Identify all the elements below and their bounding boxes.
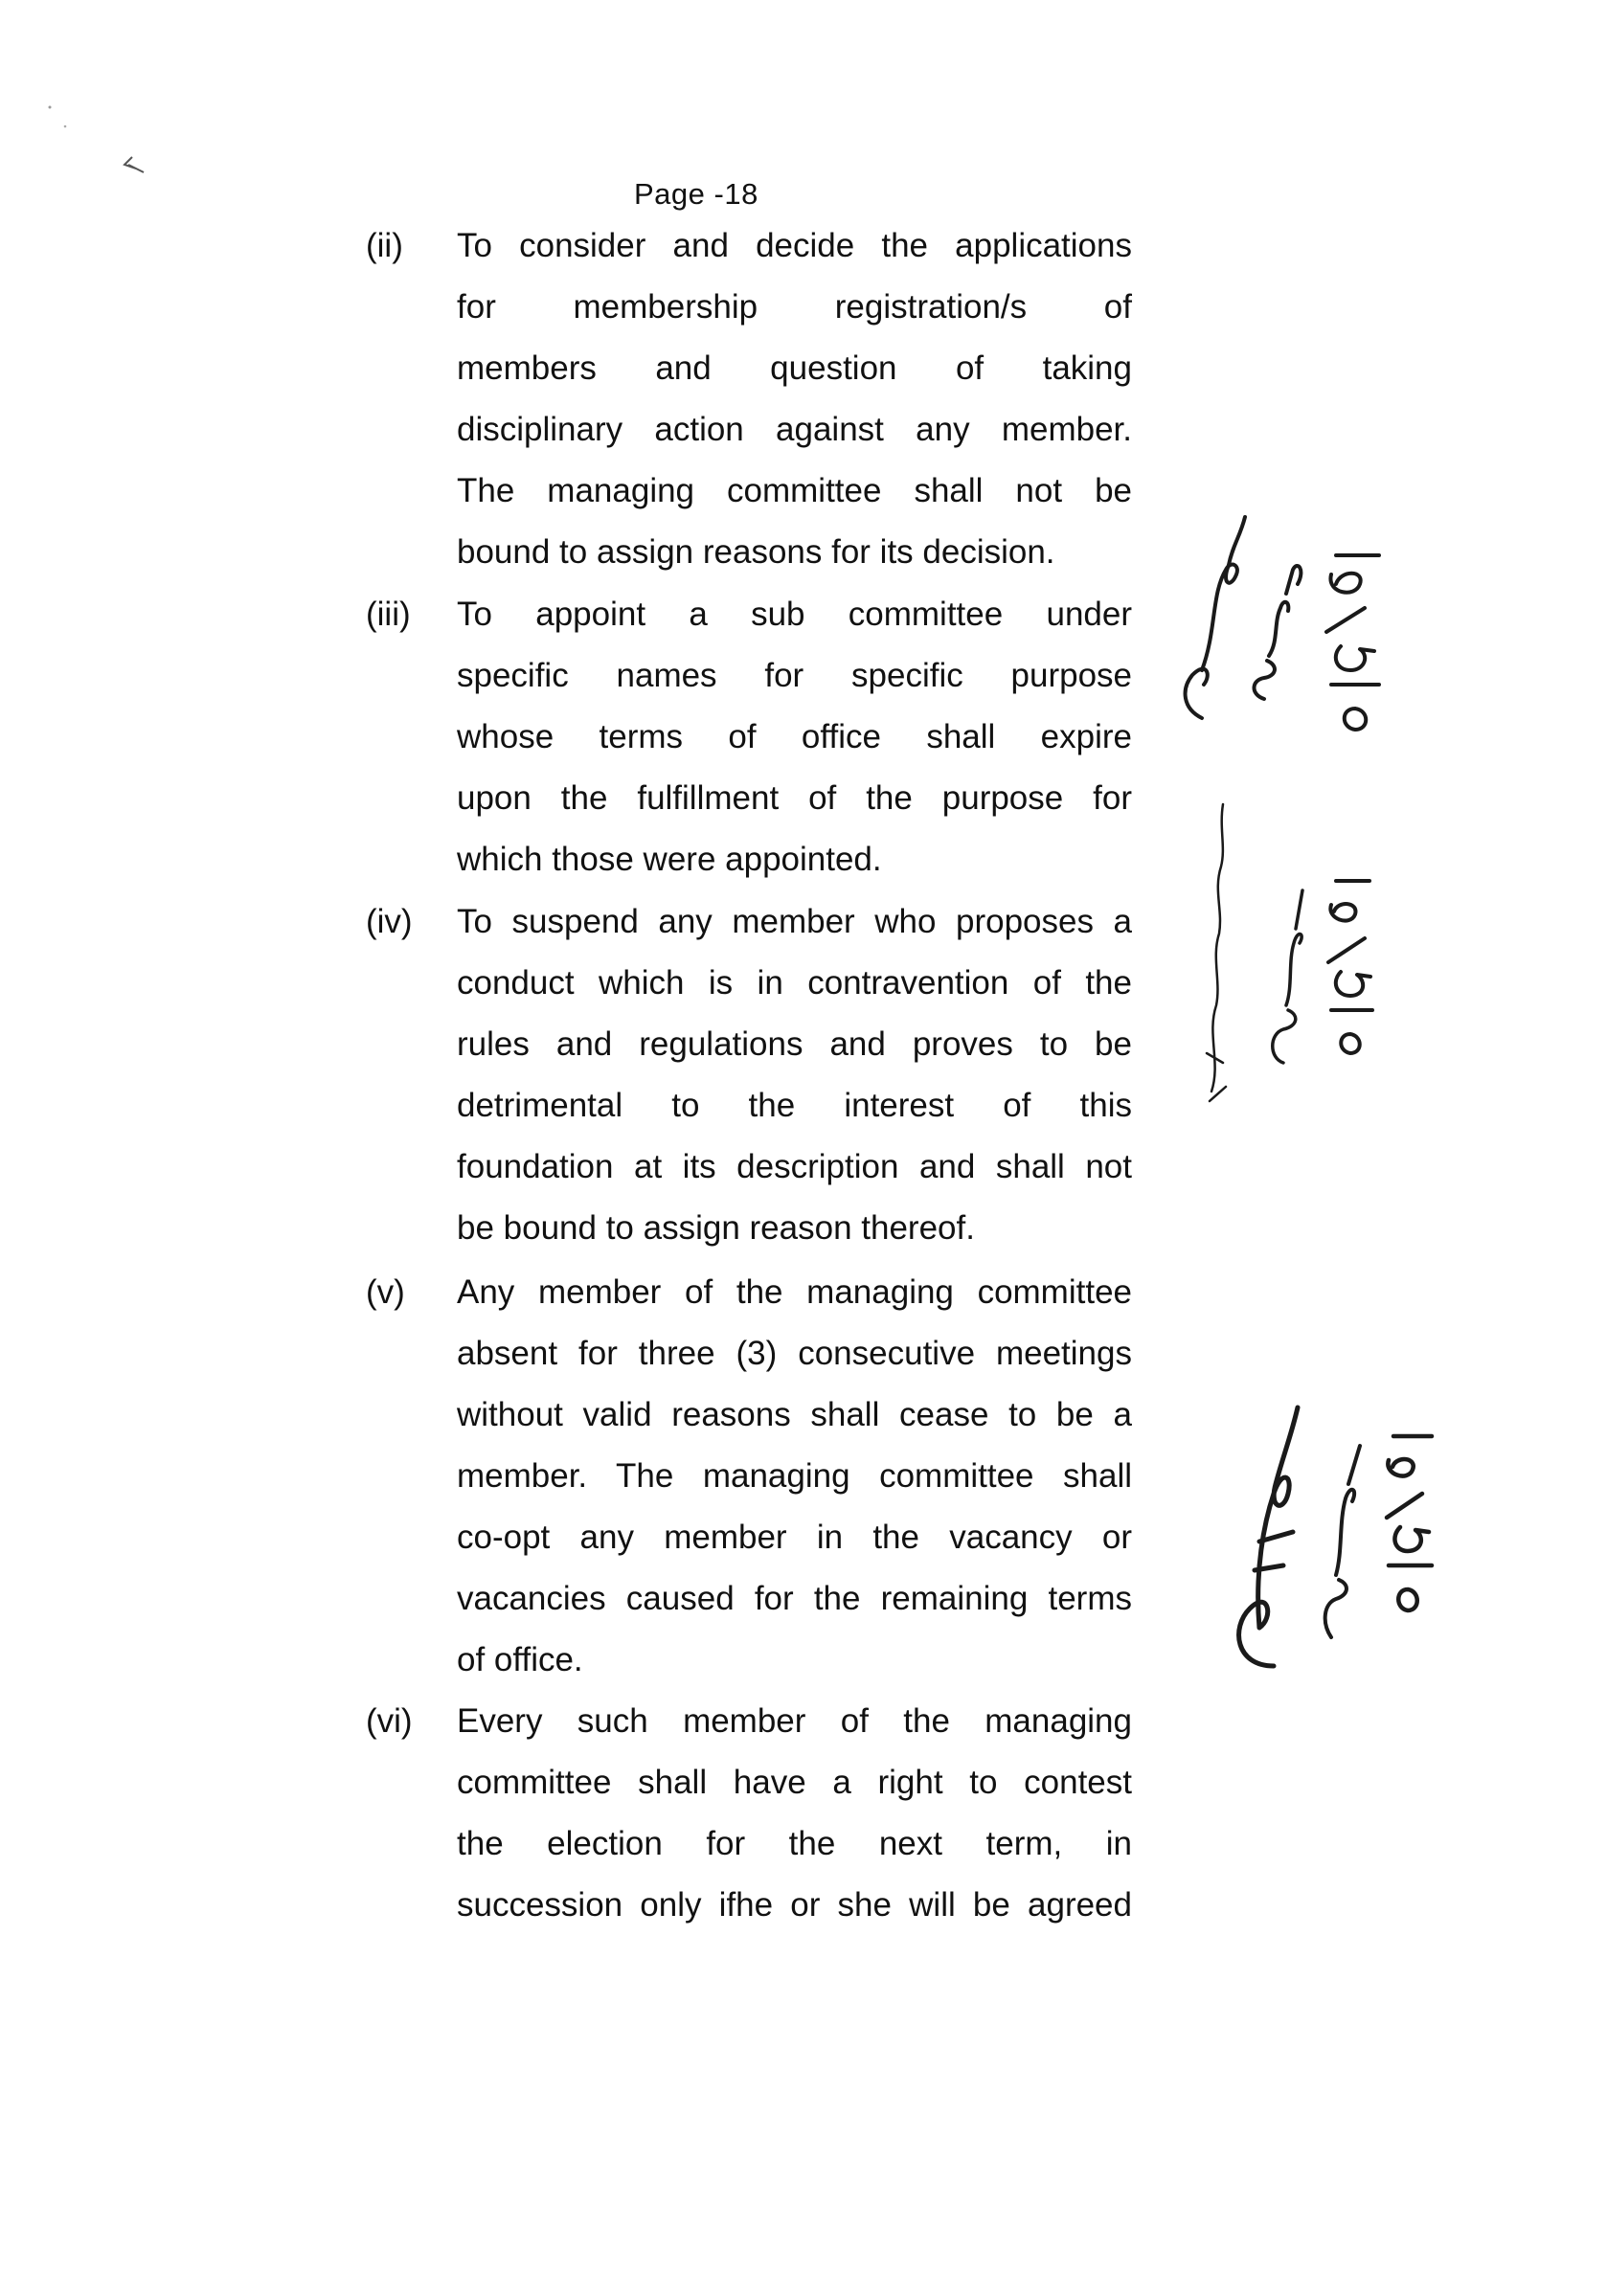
clause-line: without valid reasons shall cease to be a [457, 1396, 1132, 1433]
clause-line: whose terms of office shall expire [457, 718, 1132, 755]
clause-line: co-opt any member in the vacancy or [457, 1519, 1132, 1556]
clause-line: which those were appointed. [457, 841, 882, 878]
clause-line: conduct which is in contravention of the [457, 964, 1132, 1002]
clause-line: member. The managing committee shall [457, 1457, 1132, 1495]
margin-speck [115, 144, 172, 201]
margin-speck-small [38, 86, 77, 144]
signature-secretary [1173, 479, 1403, 766]
clause-line: of office. [457, 1641, 583, 1678]
clause-line: To suspend any member who proposes a [457, 903, 1132, 940]
clause-line: Any member of the managing committee [457, 1273, 1132, 1311]
clause-line: Every such member of the managing [457, 1702, 1132, 1740]
clause-line: The managing committee shall not be [457, 472, 1132, 509]
clause-line: absent for three (3) consecutive meetings [457, 1335, 1132, 1372]
signature-treasurer [1216, 1379, 1456, 1695]
clause-number: (v) [366, 1273, 405, 1311]
clause-line: vacancies caused for the remaining terms [457, 1580, 1132, 1617]
clause-number: (ii) [366, 227, 403, 264]
page-number: Page -18 [634, 177, 758, 211]
clause-line: rules and regulations and proves to be [457, 1025, 1132, 1063]
clause-number: (iv) [366, 903, 413, 940]
clause-line: be bound to assign reason thereof. [457, 1209, 975, 1247]
clause-line: the election for the next term, in [457, 1825, 1132, 1862]
clause-line: succession only ifhe or she will be agreed [457, 1886, 1132, 1924]
clause-line: for membership registration/s of [457, 288, 1132, 326]
clause-line: To consider and decide the applications [457, 227, 1132, 264]
clause-line: bound to assign reasons for its decision. [457, 533, 1055, 571]
clause-line: detrimental to the interest of this [457, 1087, 1132, 1124]
signature-president [1192, 776, 1384, 1130]
clause-number: (iii) [366, 596, 411, 633]
clause-line: To appoint a sub committee under [457, 596, 1132, 633]
clause-line: upon the fulfillment of the purpose for [457, 779, 1132, 817]
clause-line: disciplinary action against any member. [457, 411, 1132, 448]
clause-line: committee shall have a right to contest [457, 1764, 1132, 1801]
clause-line: specific names for specific purpose [457, 657, 1132, 694]
clause-line: foundation at its description and shall not [457, 1148, 1132, 1185]
clause-line: members and question of taking [457, 349, 1132, 387]
clause-number: (vi) [366, 1702, 413, 1740]
